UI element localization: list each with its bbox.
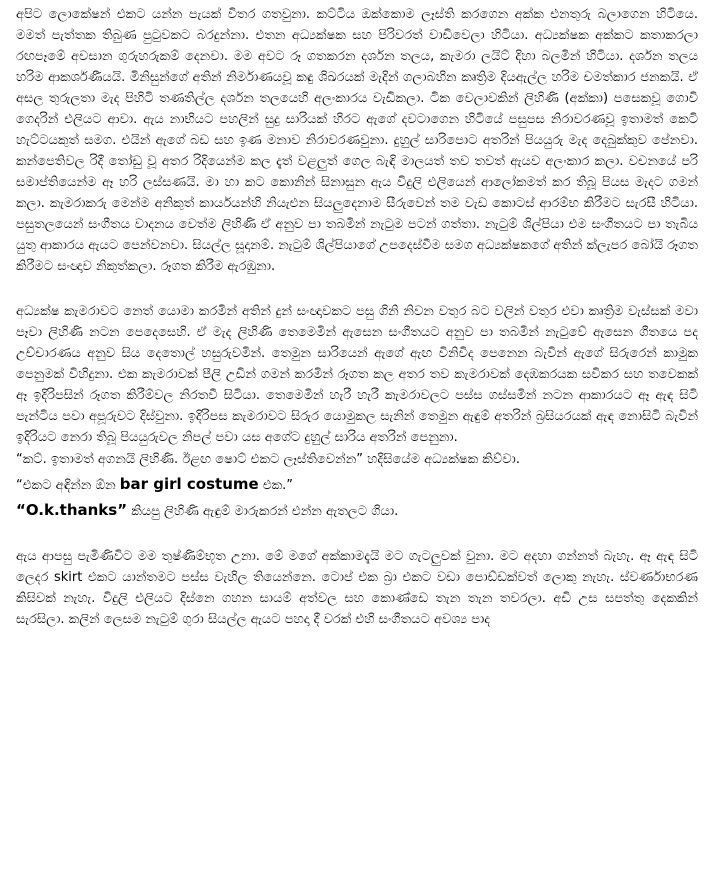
- paragraph-1: අපිට ලොකේෂන් එකට යන්න පැයක් විතර ගතවුනා. කට්ටිය ඔක්කොම ලෑස්ති කරගෙන අක්ක එනතුරු බලාගෙන හිටියෙ. මමත් පැත්තක තිබුණ පුටුවකට බරදුන්නා. එතන අධ්‍යක්ෂක සහ පිරිවරත් වාඩිවෙලා හිටියා. අධ්‍යක්ෂක අක්කට කතාකරලා රඟපෑමේ අවසාන ගුරුහරුකම් දෙනවා. මම අවට රූ ගතකරන දර්ශන තලය, කැමරා ලයිට් දිහා බලමින් හිටියා. දර්ශන තලය හරිම ආකර්ශණීයයි. මිනිසුන්ගේ අතින් නිර්මාණයවූ කඳු ශිඛරයක් මැදින් ගලාබහින කෘත්‍රිම දියඇල්ල හරිම චමත්කාර ජනකයි. ඒ අසල තුරුලතා මැද පිහිටි තණතිල්ල දර්ශන තලයෙහි අලංකාරය වැඩිකලා. ටික වෙලාවකින් ලිහිණි (අක්කා) පසෙකවූ ගොවි ගෙදරින් එලියට ආවා. ඇය නාභියට පහලින් සුදු සාරියක් හිරට ඇගේ දවටාගෙන හිටියේ පසුපස නිරාවරණවූ ඉතාමත් කෙටි හැට්ටයකුත් සමග. එයින් ඇගේ බඩ සහ ඉණ මනාව නිරාවරණවුනා. දුහුල් සාරිපොට අතරින් පියයුරු මැද දෙබුක්කුව පේනවා. කන්පෙතිවල රිදී තෝඩු වූ අතර රිදියෙන්ම කල දැත් වළලුත් ගෙල බැඳි මාලයත් තව තවත් ඇයව අලංකාර කලා. වචනයේ පරි සමාප්තියෙන්ම ඈ හරි ලස්සණයි. මා හා කට කොනින් සිනාසුන ඇය විදුලි එලියෙන් ආලෝකමත් කර තිබූ පියස මැදට ගමන් කලා. කැමරාකරු මෙන්ම අනිකුත් කාර්යයන්හි නියැළුන සියලුදෙනාම සීරුවෙන් තම වැඩ කොටස් ආරම්භ කිරීමට සැරසී හිටියා. පසුතලයෙන් සංගීතය වාදනය වෙත්ම ලිහිණි ඒ අනුව පා තබමින් නැටුම පටන් ගත්තා. නැටුම් ශිල්පියා එම සංගීතයට පා තැබිය යුතු ආකාරය ඇයට පෙන්වනවා. සියල්ල සූදානම්. නැටුම් ශිල්පියාගේ උපදෙස්වීම සමග අධ්‍යක්ෂකගේ අතින් ක්ලැපර බෝයි රූගත කිරීමට සංඥාව නිකුත්කලා. රූගත කිරීම ඇරඹුනා.: [16, 7, 698, 274]
- paragraph-3-english: skirt: [54, 570, 83, 585]
- dialogue-line-1-text: “කට්. ඉතාමත් අගනයි ලිහිණි. ඊළඟ ෂොට් එකට ලෑස්තිවෙන්න” හදිසියේම අධ්‍යක්ෂක කිව්වා.: [16, 452, 520, 467]
- paragraph-3: [16, 546, 698, 630]
- paragraph-2: අධ්‍යක්ෂ කැමරාවට නෙත් යොමා කරමින් අතින් දුන් සංඥාවකට පසු ගිනි නිවන වතුර බට වලින් වතුර එවා කෘත්‍රිම වැස්සක් මවා පෑවා ලිහිණි නටන පෙදෙසෙහි. ඒ මැද ලිහිණි තෙමෙමින් ඇසෙන සංගීතයට අනුව පා තබමින් නැටුවේ ඇසෙන ගීතයෙ පද උච්චාරණය අනුව සිය දෙතොල් හසුරුවමින්. තෙමුන සාරියෙන් ඇගේ ඇඟ විනිවිද පෙනෙන බැවින් ඇගේ සිරුරෙන් කාමුක පෙනුමක් විහිදුනා. එක කැමරාවක් පීලි උඩින් ගමන් කරමින් රූගත කල අතර තව කැමරාවක් දෙඹකරයක සවිකර සහ තවෙකක් ඈ ඉදිරිපසින් රූගත කිරීම්වල නිරතවී සිටියා. තෙමෙමින් හැරී හැරී කැමරාවලට පස්ස ගස්සමින් නටන ආකාරයට ඈ ඇඳ සිටි පැන්ටිය පවා අපූරුවට දිස්වුනා. ඉදිරිපස කැමරාවට සිරුර යොමුකල සැනින් තෙමුන ඇඳුම් අතරින් බ්‍රසියරයක් ඇඳ නොසිටි බැවින් ඉදිරියට නෙරා තිබූ පියයුරුවල නිපල් පවා යස අගේට දුහුල් සාරිය අතරින් පෙනුනා.: [16, 304, 698, 445]
- dialogue-line-2-pre: “එකට අඳින්න ඕන: [16, 478, 120, 493]
- dialogue-line-3-english: “O.k.thanks”: [16, 501, 128, 519]
- dialogue-line-2-post: එක.”: [258, 478, 294, 493]
- dialogue-line-1: [16, 448, 698, 472]
- paragraph-3-post: එකට යාන්තමට පස්ස වැහිල තියෙන්නෙ. ටොප් එක බ්‍රා එකට වඩා පොඩ්ඩක්වත් ලොකු නැහැ. ස්වර්ණාභරණ කිසිවක් නැහැ. විදුලි එලියට දිස්නෙ ගහන සායම් අත්වල සහ කොණ්ඩෙ තැන තැන තවරලා. අඩි උස සපත්තු දෙකකින් සැරසිලා. කලින් ලෙසම නැටුම් ගුරා සියල්ල ඇයට පහදා දී වරක් එහි සංගීතයට අවශ්‍ය පාද: [16, 570, 699, 627]
- dialogue-line-3-post: කියපු ලිහිණි ඇඳුම් මාරුකරන් එන්න ඇතලට ගියා.: [127, 504, 399, 519]
- paragraph-gap: [16, 277, 698, 301]
- dialogue-line-3: [16, 498, 698, 524]
- paragraph-gap: [16, 524, 698, 546]
- paragraph-3-pre: ඇය ආපසු පැමිණිවිට මම තුෂ්ණිම්භූත උනා. මේ මගේ අක්කාමදැයි මට ගැටලුවක් වුනා. මට අදහා ගන්නත් බැහැ. ඈ ඇඳ සිටි ලෙදර: [16, 549, 698, 585]
- dialogue-line-2: [16, 472, 698, 498]
- dialogue-line-2-english: bar girl costume: [119, 475, 259, 493]
